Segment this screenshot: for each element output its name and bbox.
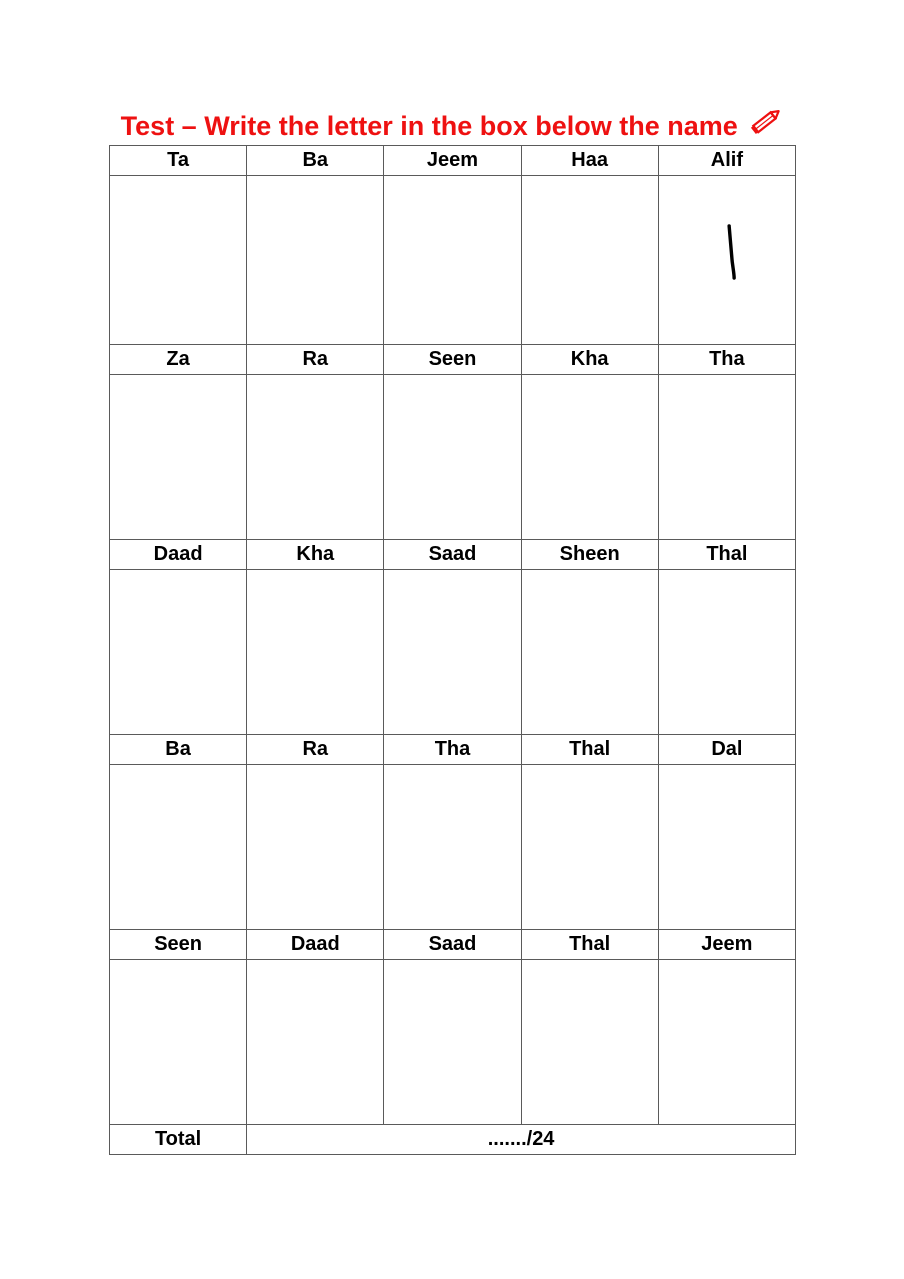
answer-box[interactable] <box>384 765 521 930</box>
answer-box[interactable] <box>247 176 384 345</box>
answer-box[interactable] <box>521 176 658 345</box>
letter-name-cell: Seen <box>384 345 521 375</box>
answer-box-row <box>110 765 796 930</box>
total-label: Total <box>110 1125 247 1155</box>
answer-box[interactable] <box>247 765 384 930</box>
title-text: Test – Write the letter in the box below the name <box>120 111 738 141</box>
letter-name-cell: Ra <box>247 345 384 375</box>
letter-name-row <box>110 735 796 765</box>
answer-box[interactable] <box>384 570 521 735</box>
letter-name-cell: Ba <box>247 146 384 176</box>
answer-box-row <box>110 960 796 1125</box>
letter-name-cell: Saad <box>384 540 521 570</box>
letter-name-cell: Thal <box>521 735 658 765</box>
letter-name-row <box>110 345 796 375</box>
letter-name-cell: Tha <box>384 735 521 765</box>
answer-box[interactable] <box>658 375 795 540</box>
letter-name-cell: Jeem <box>658 930 795 960</box>
letter-name-cell: Jeem <box>384 146 521 176</box>
answer-box[interactable] <box>110 176 247 345</box>
answer-box[interactable] <box>521 375 658 540</box>
answer-box[interactable] <box>521 570 658 735</box>
letter-name-row <box>110 146 796 176</box>
alif-letter-icon <box>659 176 795 344</box>
letter-name-cell: Za <box>110 345 247 375</box>
answer-box[interactable] <box>247 570 384 735</box>
answer-box[interactable] <box>110 375 247 540</box>
answer-box[interactable] <box>247 960 384 1125</box>
answer-box-row <box>110 375 796 540</box>
letter-name-cell: Daad <box>247 930 384 960</box>
letter-name-cell: Sheen <box>521 540 658 570</box>
answer-box[interactable] <box>658 765 795 930</box>
answer-box[interactable] <box>658 570 795 735</box>
letter-name-cell: Dal <box>658 735 795 765</box>
letter-name-cell: Seen <box>110 930 247 960</box>
letter-name-row <box>110 930 796 960</box>
answer-box[interactable] <box>384 176 521 345</box>
answer-box[interactable] <box>247 375 384 540</box>
letter-grid <box>109 145 796 1155</box>
letter-name-cell: Kha <box>521 345 658 375</box>
letter-name-cell: Tha <box>658 345 795 375</box>
answer-box-row <box>110 570 796 735</box>
letter-name-cell: Ra <box>247 735 384 765</box>
answer-box-filled[interactable] <box>658 176 795 345</box>
answer-box[interactable] <box>110 570 247 735</box>
letter-name-cell: Ba <box>110 735 247 765</box>
answer-box[interactable] <box>384 375 521 540</box>
worksheet-title <box>0 108 904 144</box>
letter-name-cell: Haa <box>521 146 658 176</box>
answer-box[interactable] <box>521 765 658 930</box>
letter-name-row <box>110 540 796 570</box>
answer-box[interactable] <box>521 960 658 1125</box>
letter-name-cell: Daad <box>110 540 247 570</box>
letter-name-cell: Thal <box>658 540 795 570</box>
answer-box[interactable] <box>384 960 521 1125</box>
letter-name-cell: Kha <box>247 540 384 570</box>
total-row <box>110 1125 796 1155</box>
letter-name-cell: Saad <box>384 930 521 960</box>
pencil-icon <box>749 107 783 143</box>
letter-name-cell: Alif <box>658 146 795 176</box>
answer-box[interactable] <box>110 765 247 930</box>
letter-name-cell: Thal <box>521 930 658 960</box>
total-score[interactable]: ......./24 <box>247 1125 796 1155</box>
answer-box[interactable] <box>658 960 795 1125</box>
letter-name-cell: Ta <box>110 146 247 176</box>
answer-box[interactable] <box>110 960 247 1125</box>
answer-box-row <box>110 176 796 345</box>
